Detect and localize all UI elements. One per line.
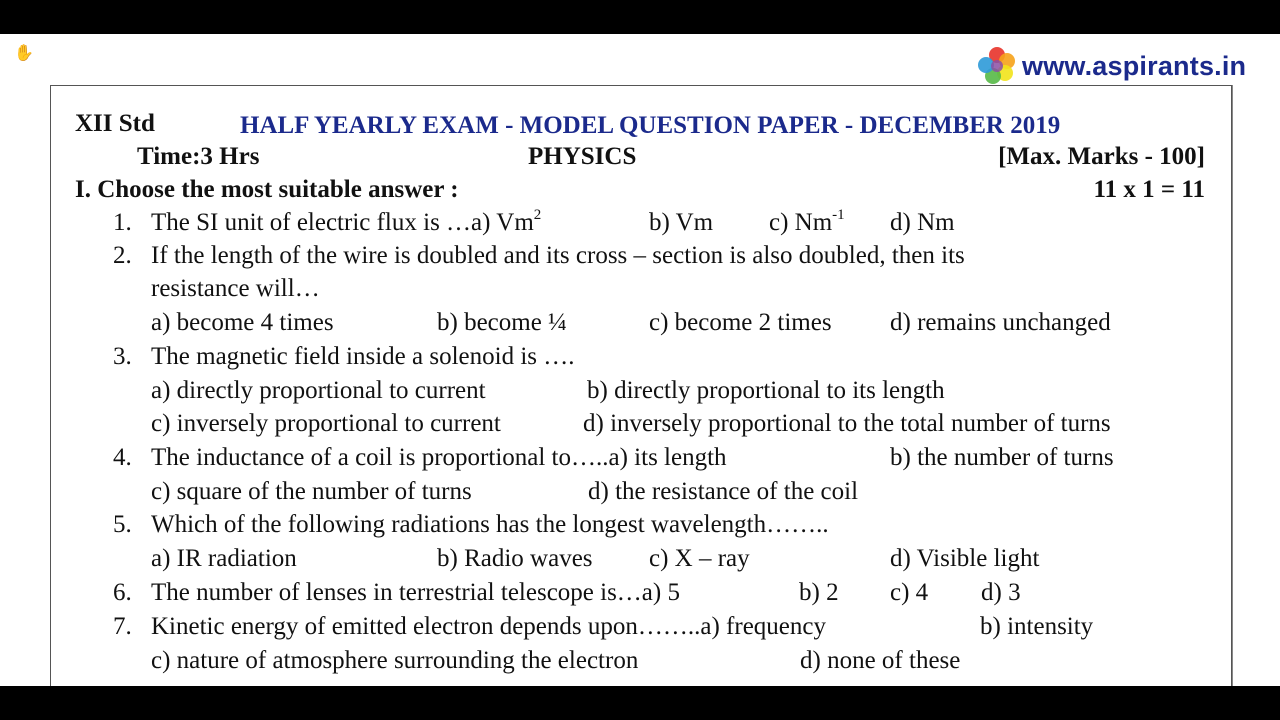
exam-title: HALF YEARLY EXAM - MODEL QUESTION PAPER - DECEMBER 2019 [240,112,1061,139]
q2-number: 2. [113,242,132,269]
q5-option-c: c) X – ray [649,545,750,572]
q7-option-d: d) none of these [800,647,961,674]
q7-option-c: c) nature of atmosphere surrounding the electron [151,647,639,674]
section-heading: I. Choose the most suitable answer : [75,176,459,203]
q2-stem-line1: If the length of the wire is doubled and its cross – section is also doubled, then its [151,242,965,269]
q4-option-c: c) square of the number of turns [151,478,472,505]
q3-stem: The magnetic field inside a solenoid is …. [151,343,575,370]
q1-stem: The SI unit of electric flux is …a) Vm$^2$ [151,206,542,236]
q2-stem-line2: resistance will… [151,275,320,302]
q3-option-d: d) inversely proportional to the total number of turns [583,410,1111,437]
q5-number: 5. [113,511,132,538]
q5-stem: Which of the following radiations has the longest wavelength…….. [151,511,829,538]
q1-number: 1. [113,209,132,236]
q2-option-b: b) become ¼ [437,309,567,336]
q4-option-d: d) the resistance of the coil [588,478,859,505]
q7-stem: Kinetic energy of emitted electron depends upon……..a) frequency [151,613,826,640]
q2-option-c: c) become 2 times [649,309,832,336]
section-score: 11 x 1 = 11 [1093,176,1205,203]
q2-option-a: a) become 4 times [151,309,334,336]
q3-number: 3. [113,343,132,370]
q5-option-a: a) IR radiation [151,545,297,572]
subject-label: PHYSICS [528,143,637,170]
flower-logo-icon [976,45,1018,87]
q5-option-b: b) Radio waves [437,545,593,572]
hand-cursor-icon: ✋ [14,43,34,62]
q7-option-b: b) intensity [980,613,1094,640]
q5-option-d: d) Visible light [890,545,1040,572]
q2-option-d: d) remains unchanged [890,309,1111,336]
standard-label: XII Std [75,110,155,137]
screen [0,34,1280,686]
q6-option-b: b) 2 [799,579,839,606]
q6-option-c: c) 4 [890,579,929,606]
q1-option-b: b) Vm [649,209,714,236]
q3-option-a: a) directly proportional to current [151,377,486,404]
max-marks-label: [Max. Marks - 100] [998,143,1205,170]
q1-option-d: d) Nm [890,209,955,236]
q7-number: 7. [113,613,132,640]
q6-option-d: d) 3 [981,579,1021,606]
q3-option-b: b) directly proportional to its length [587,377,945,404]
question-paper [50,85,1232,686]
q4-stem: The inductance of a coil is proportional to…..a) its length [151,444,727,471]
q1-option-c: c) $Nm^{-1}$ [769,206,845,236]
q6-stem: The number of lenses in terrestrial telescope is…a) 5 [151,579,680,606]
site-logo[interactable] [976,46,1246,86]
q6-number: 6. [113,579,132,606]
q4-option-b: b) the number of turns [890,444,1114,471]
q4-number: 4. [113,444,132,471]
q3-option-c: c) inversely proportional to current [151,410,501,437]
logo-text[interactable]: www.aspirants.in [1022,50,1247,81]
time-label: Time:3 Hrs [137,143,260,170]
